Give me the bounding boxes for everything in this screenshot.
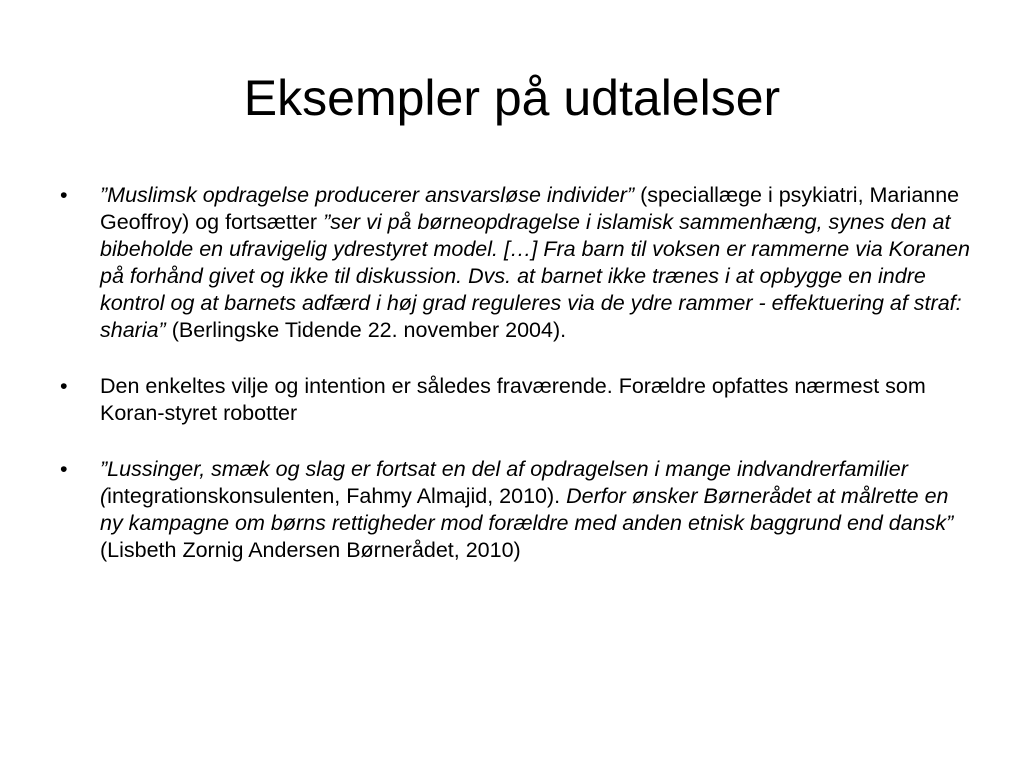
text-segment: Den enkeltes vilje og intention er således fraværende. Forældre opfattes nærmest som Koran-styret robotter	[100, 374, 926, 425]
bullet-item-3	[100, 456, 970, 564]
quote-segment: ”Muslimsk opdragelse producerer ansvarsløse individer”	[100, 183, 635, 207]
quote-segment: ”Lussinger, smæk og slag er fortsat en del af opdragelsen i mange indvandrerfamilier (	[100, 457, 908, 508]
bullet-list	[100, 182, 970, 593]
quote-segment: ”ser vi på børneopdragelse i islamisk sammenhæng, synes den at bibeholde en ufravigelig ydrestyret model. […] Fra barn til voksen er rammerne via Koranen på forhånd givet og ikke til diskussion. Dvs. at barnet ikke trænes i at opbygge en indre kontrol og at barnets adfærd i høj grad reguleres via de ydre rammer - effektuering af straf: sharia”	[100, 210, 970, 342]
bullet-item-2	[100, 373, 970, 427]
bullet-item-1	[100, 182, 970, 344]
source-segment: integrationskonsulenten, Fahmy Almajid, 2010).	[107, 484, 567, 508]
source-segment: (Berlingske Tidende 22. november 2004).	[165, 318, 567, 342]
source-segment: (Lisbeth Zornig Andersen Børnerådet, 2010)	[100, 538, 521, 562]
quote-segment: Derfor ønsker Børnerådet at målrette en ny kampagne om børns rettigheder mod forældre med anden etnisk baggrund end dansk”	[100, 484, 954, 535]
slide-title: Eksempler på udtalelser	[243, 70, 781, 126]
text-segment: (speciallæge i psykiatri, Marianne Geoffroy) og fortsætter	[100, 183, 960, 234]
